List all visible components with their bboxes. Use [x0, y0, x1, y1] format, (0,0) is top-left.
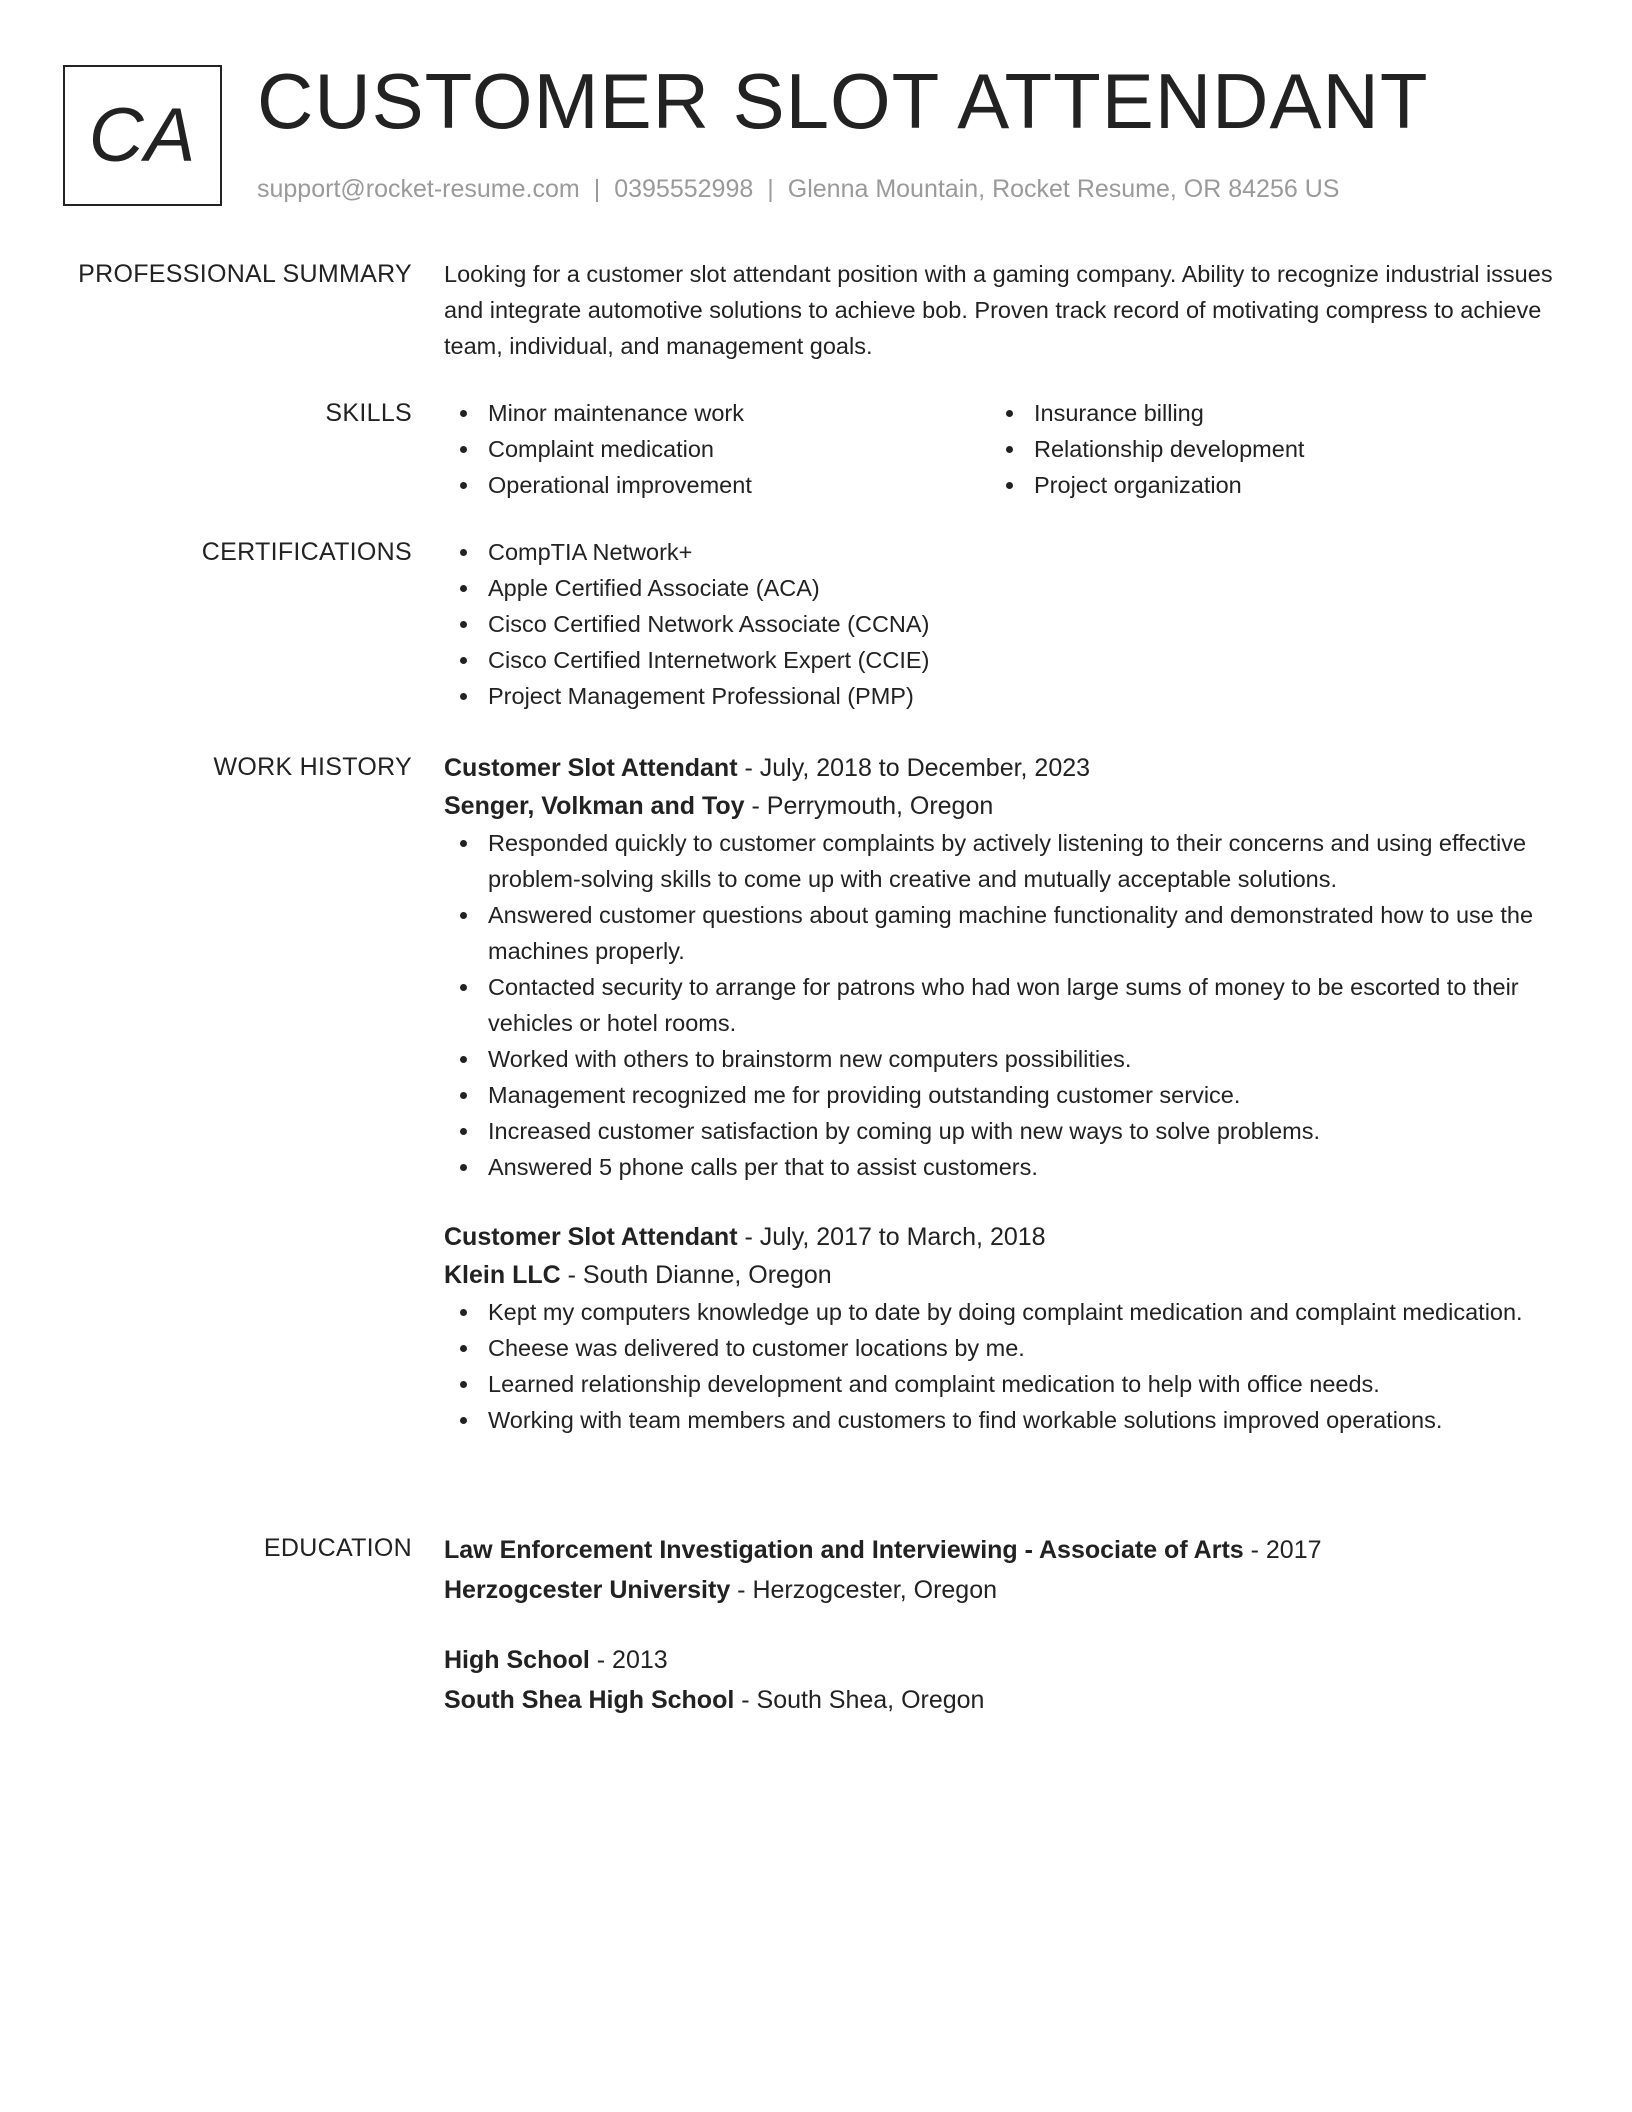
contact-email: support@rocket-resume.com: [257, 175, 580, 203]
list-item: Insurance billing: [990, 395, 1536, 431]
contact-separator: |: [593, 175, 601, 203]
list-item: Increased customer satisfaction by coming up with new ways to solve problems.: [444, 1113, 1564, 1149]
job-title-line: [444, 749, 1564, 787]
job-title: Customer Slot Attendant: [444, 1223, 738, 1251]
section-label-education: EDUCATION: [263, 1534, 412, 1562]
section-label-summary: PROFESSIONAL SUMMARY: [78, 260, 412, 288]
education-degree-line: [444, 1530, 1564, 1570]
monogram-box: [63, 65, 222, 206]
list-item: Cisco Certified Network Associate (CCNA): [444, 606, 1564, 642]
list-item: Working with team members and customers to find workable solutions improved operations.: [444, 1402, 1564, 1438]
monogram-initials: CA: [88, 93, 197, 178]
skills-column-1: [444, 395, 990, 503]
list-item: CompTIA Network+: [444, 534, 1564, 570]
summary-text: Looking for a customer slot attendant position with a gaming company. Ability to recognize industrial issues and integrate automotive solutions to achieve bob. Proven track record of motivating compress to achieve team, individual, and management goals.: [444, 261, 1553, 359]
section-label-work: WORK HISTORY: [213, 753, 412, 781]
job-entry: [444, 749, 1564, 1185]
job-company-line: [444, 787, 1564, 825]
job-company: Klein LLC: [444, 1261, 561, 1289]
education-entry: [444, 1640, 1564, 1720]
list-item: Apple Certified Associate (ACA): [444, 570, 1564, 606]
section-label-skills: SKILLS: [325, 399, 412, 427]
list-item: Operational improvement: [444, 467, 990, 503]
job-title: Customer Slot Attendant: [444, 754, 738, 782]
contact-separator: |: [767, 175, 774, 203]
education-school-line: [444, 1680, 1564, 1720]
job-title-line: [444, 1218, 1564, 1256]
list-item: Cheese was delivered to customer locations by me.: [444, 1330, 1564, 1366]
section-label-certifications: CERTIFICATIONS: [201, 538, 412, 566]
education-school: South Shea High School: [444, 1686, 735, 1714]
skills-column-2: [990, 395, 1536, 503]
list-item: Minor maintenance work: [444, 395, 990, 431]
list-item: Relationship development: [990, 431, 1536, 467]
contact-line: [257, 172, 1339, 206]
job-location: - Perrymouth, Oregon: [744, 792, 994, 820]
list-item: Cisco Certified Internetwork Expert (CCIE): [444, 642, 1564, 678]
education-entry: [444, 1530, 1564, 1610]
skills-grid: [444, 395, 1564, 503]
list-item: Answered 5 phone calls per that to assist customers.: [444, 1149, 1564, 1185]
job-company-line: [444, 1256, 1564, 1294]
list-item: Project Management Professional (PMP): [444, 678, 1564, 714]
list-item: Contacted security to arrange for patrons who had won large sums of money to be escorted to their vehicles or hotel rooms.: [444, 969, 1564, 1041]
job-bullets: [444, 825, 1564, 1185]
education-location: - Herzogcester, Oregon: [730, 1576, 998, 1604]
list-item: Responded quickly to customer complaints by actively listening to their concerns and using effective problem-solving skills to come up with creative and mutually acceptable solutions.: [444, 825, 1564, 897]
job-bullets: [444, 1294, 1564, 1438]
list-item: Kept my computers knowledge up to date by doing complaint medication and complaint medication.: [444, 1294, 1564, 1330]
job-dates: - July, 2017 to March, 2018: [737, 1223, 1046, 1251]
list-item: Project organization: [990, 467, 1536, 503]
education-school: Herzogcester University: [444, 1576, 731, 1604]
list-item: Answered customer questions about gaming machine functionality and demonstrated how to use the machines properly.: [444, 897, 1564, 969]
certifications-list: [444, 534, 1564, 714]
list-item: Worked with others to brainstorm new computers possibilities.: [444, 1041, 1564, 1077]
contact-phone: 0395552998: [614, 175, 754, 203]
list-item: Complaint medication: [444, 431, 990, 467]
work-history-body: [444, 749, 1564, 1438]
education-location: - South Shea, Oregon: [734, 1686, 985, 1714]
candidate-name: CUSTOMER SLOT ATTENDANT: [257, 57, 1429, 145]
certifications-body: [444, 534, 1564, 714]
job-company: Senger, Volkman and Toy: [444, 792, 745, 820]
education-year: - 2017: [1243, 1536, 1322, 1564]
list-item: Management recognized me for providing outstanding customer service.: [444, 1077, 1564, 1113]
contact-address: Glenna Mountain, Rocket Resume, OR 84256 US: [787, 175, 1340, 203]
list-item: Learned relationship development and complaint medication to help with office needs.: [444, 1366, 1564, 1402]
job-dates: - July, 2018 to December, 2023: [737, 754, 1091, 782]
job-location: - South Dianne, Oregon: [560, 1261, 832, 1289]
education-body: [444, 1530, 1564, 1720]
education-school-line: [444, 1570, 1564, 1610]
job-entry: [444, 1218, 1564, 1438]
education-degree: Law Enforcement Investigation and Interviewing - Associate of Arts: [444, 1536, 1244, 1564]
education-degree-line: [444, 1640, 1564, 1680]
education-year: - 2013: [589, 1646, 668, 1674]
education-degree: High School: [444, 1646, 590, 1674]
